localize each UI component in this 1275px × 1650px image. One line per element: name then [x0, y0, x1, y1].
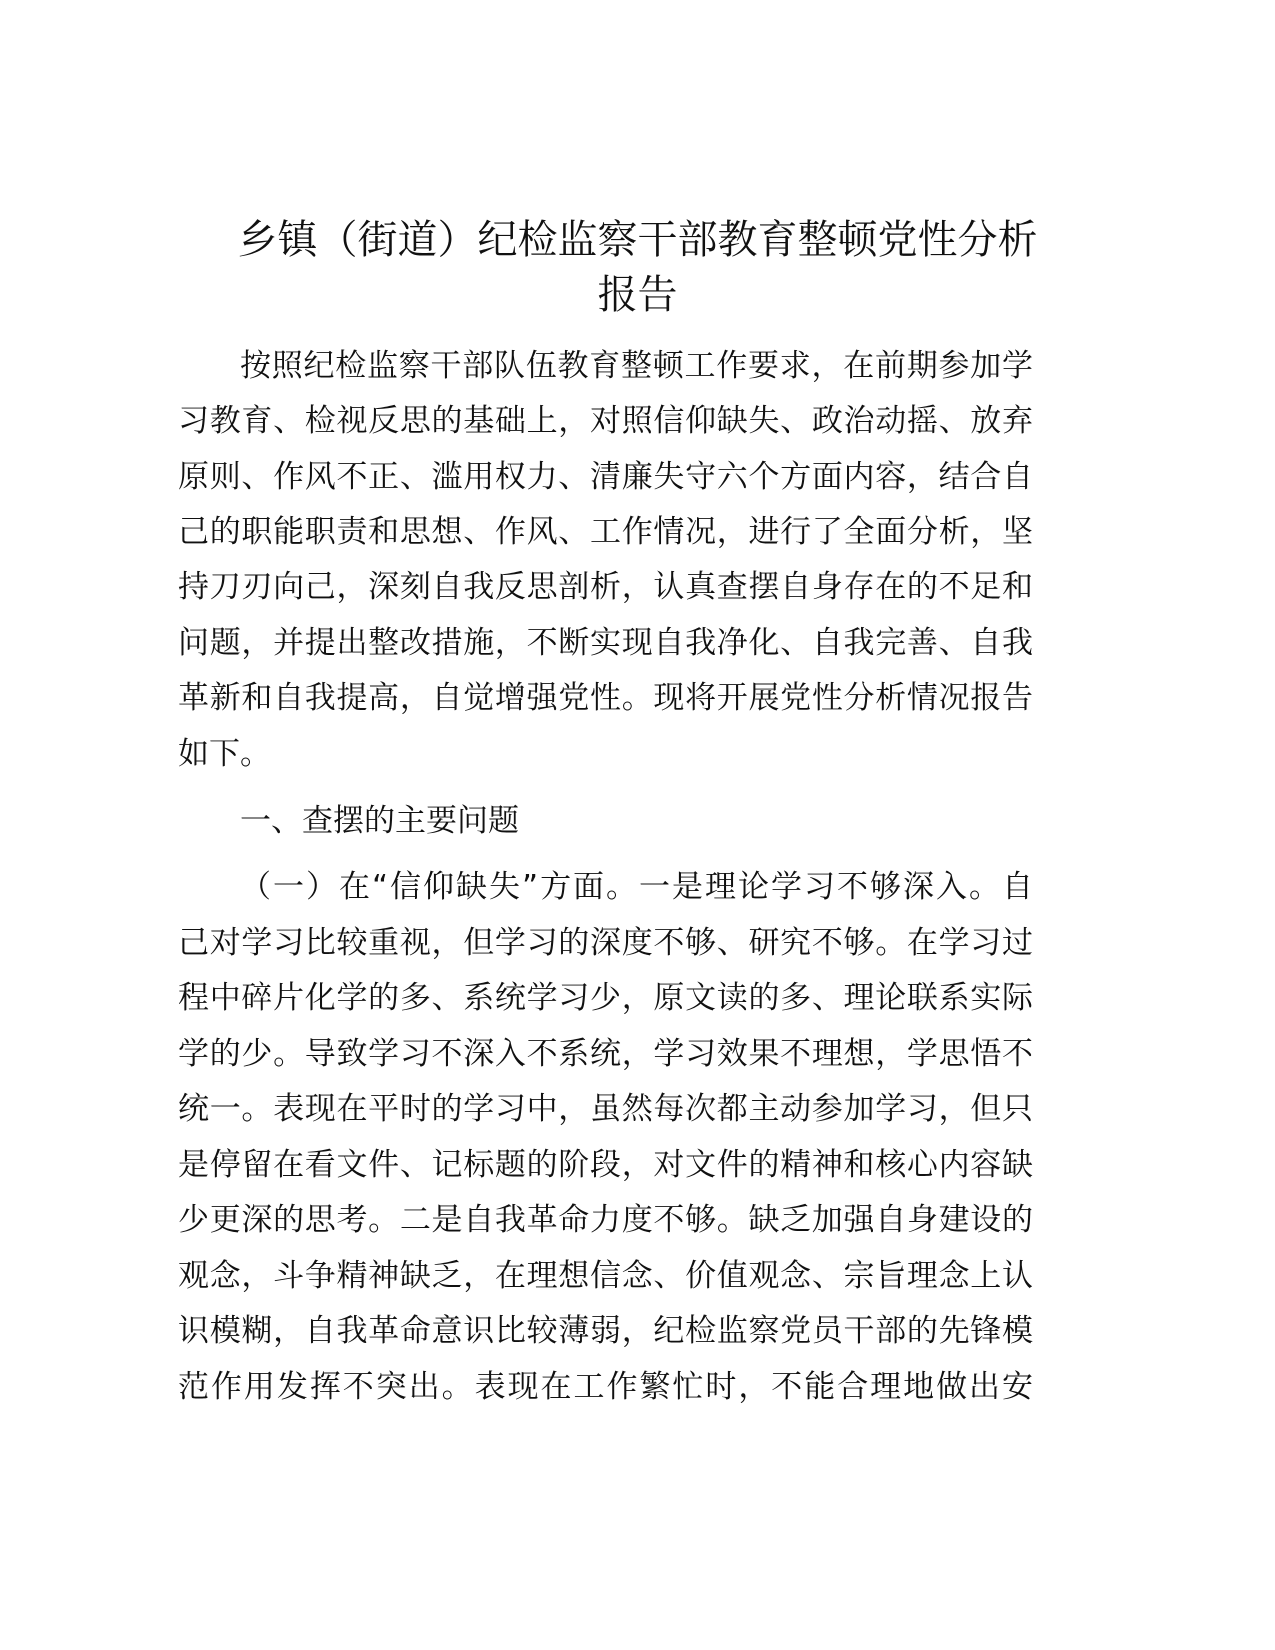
section-line: 是停留在看文件、记标题的阶段，对文件的精神和核心内容缺	[178, 1147, 1033, 1183]
section-line: 学的少。导致学习不深入不系统，学习效果不理想，学思悟不	[178, 1036, 1033, 1072]
intro-line: 问题，并提出整改措施，不断实现自我净化、自我完善、自我	[178, 625, 1033, 661]
section-line: 少更深的思考。二是自我革命力度不够。缺乏加强自身建设的	[178, 1202, 1033, 1238]
section-line: 识模糊，自我革命意识比较薄弱，纪检监察党员干部的先锋模	[178, 1313, 1033, 1349]
intro-line: 习教育、检视反思的基础上，对照信仰缺失、政治动摇、放弃	[178, 403, 1033, 439]
document-title-line-2: 报告	[597, 272, 678, 318]
section-line: 范作用发挥不突出。表现在工作繁忙时，不能合理地做出安	[178, 1369, 1033, 1405]
intro-line: 持刀刃向己，深刻自我反思剖析，认真查摆自身存在的不足和	[178, 569, 1033, 605]
intro-line: 如下。	[178, 736, 271, 772]
intro-line: 按照纪检监察干部队伍教育整顿工作要求，在前期参加学	[240, 348, 1033, 384]
section-heading: 一、查摆的主要问题	[240, 803, 519, 839]
intro-line: 己的职能职责和思想、作风、工作情况，进行了全面分析，坚	[178, 514, 1033, 550]
section-line: 统一。表现在平时的学习中，虽然每次都主动参加学习，但只	[178, 1091, 1033, 1127]
section-line: （一）在“信仰缺失”方面。一是理论学习不够深入。自	[240, 869, 1033, 905]
intro-line: 革新和自我提高，自觉增强党性。现将开展党性分析情况报告	[178, 680, 1033, 716]
section-line: 程中碎片化学的多、系统学习少，原文读的多、理论联系实际	[178, 980, 1033, 1016]
document-title-line-1: 乡镇（街道）纪检监察干部教育整顿党性分析	[237, 217, 1038, 263]
intro-line: 原则、作风不正、滥用权力、清廉失守六个方面内容，结合自	[178, 459, 1033, 495]
section-line: 观念，斗争精神缺乏，在理想信念、价值观念、宗旨理念上认	[178, 1258, 1033, 1294]
section-line: 己对学习比较重视，但学习的深度不够、研究不够。在学习过	[178, 925, 1033, 961]
